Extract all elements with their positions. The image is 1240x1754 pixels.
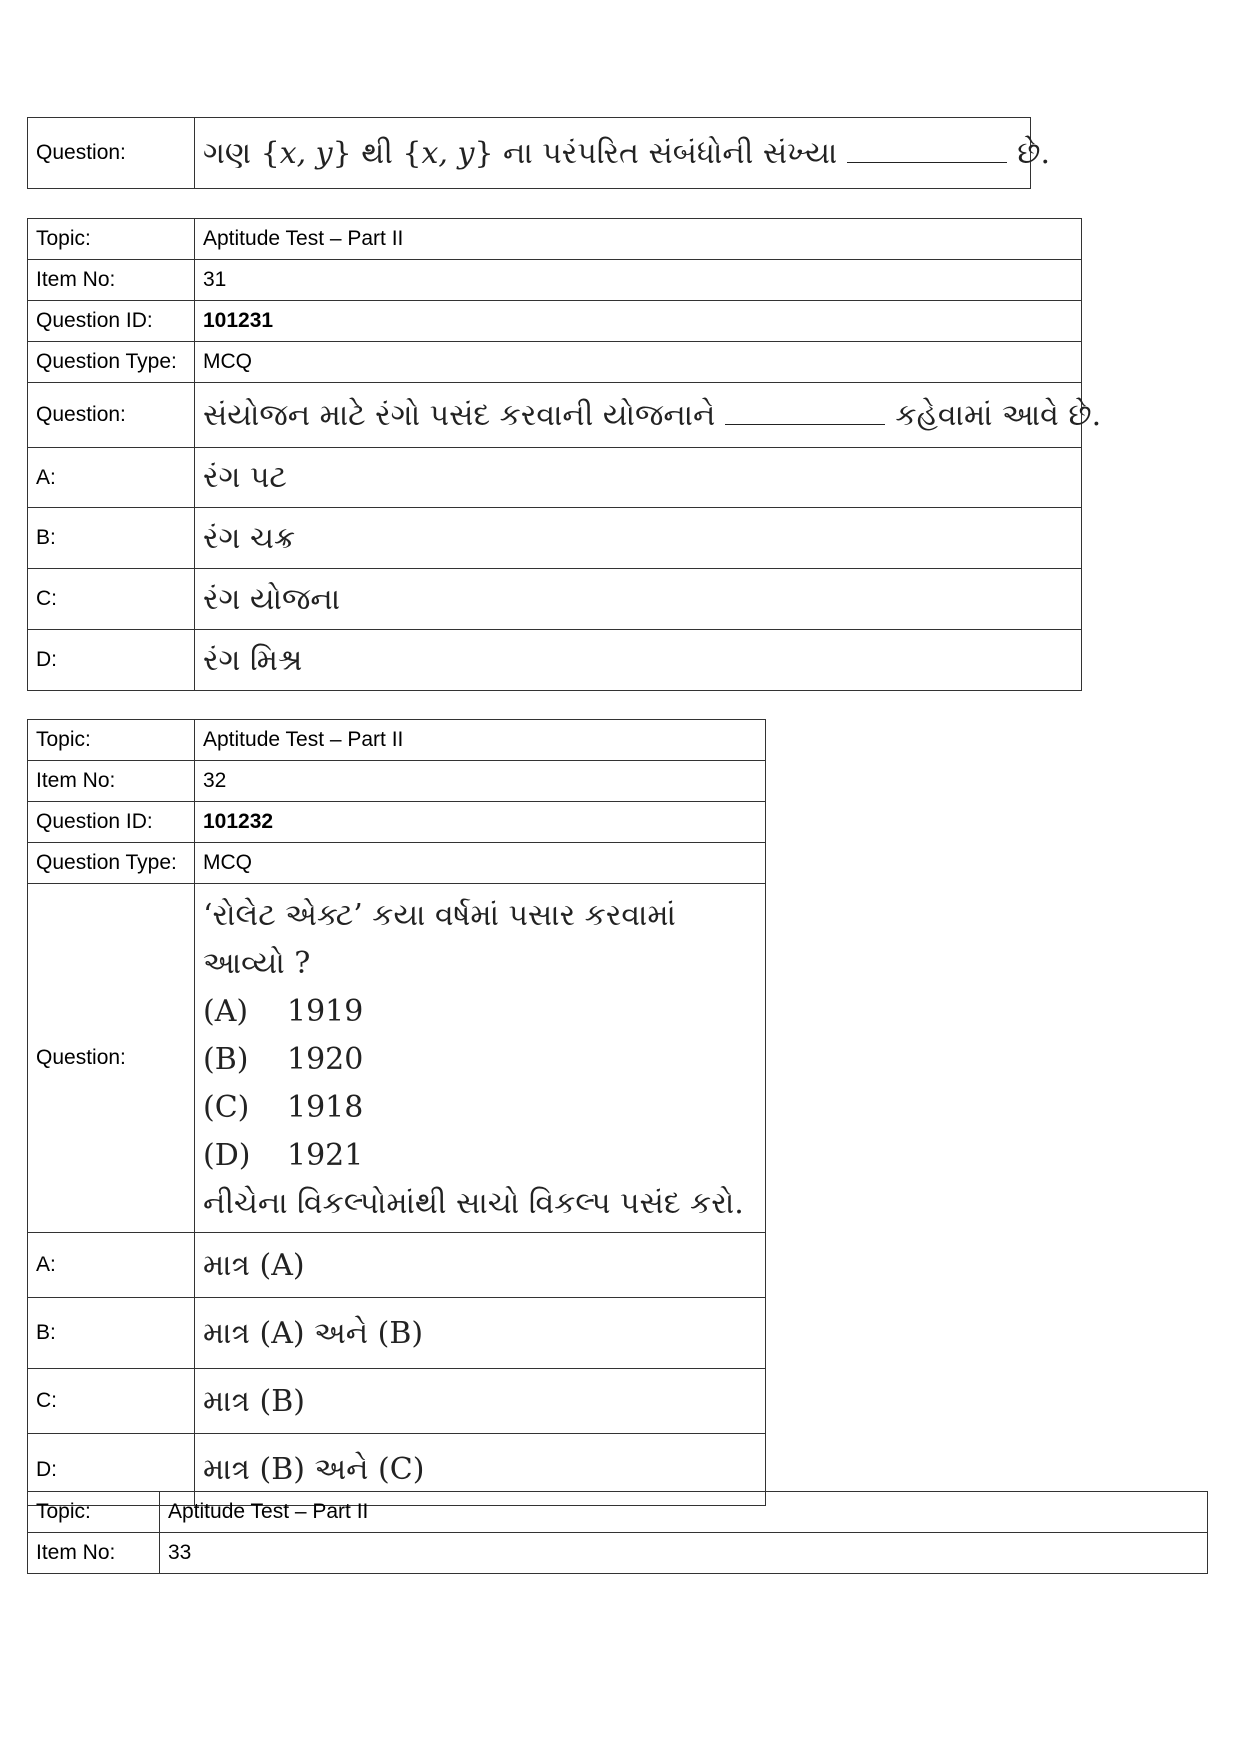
question-type-value: MCQ (195, 843, 766, 884)
option-c-text: રંગ યોજના (195, 569, 1082, 630)
question-type-label: Question Type: (28, 342, 195, 383)
item-no-value: 31 (195, 260, 1082, 301)
option-a-text: રંગ પટ (195, 448, 1082, 508)
topic-value: Aptitude Test – Part II (195, 720, 766, 761)
option-b-text: માત્ર (A) અને (B) (195, 1298, 766, 1369)
question-id-label: Question ID: (28, 301, 195, 342)
question-id-label: Question ID: (28, 802, 195, 843)
item-no-value: 32 (195, 761, 766, 802)
option-a-label: A: (28, 1233, 195, 1298)
answer-blank (725, 400, 885, 425)
item-no-label: Item No: (28, 260, 195, 301)
question-text (195, 884, 766, 1233)
item-no-label: Item No: (28, 1533, 160, 1574)
question-block-31 (27, 218, 1102, 691)
option-d-text: માત્ર (B) અને (C) (195, 1434, 766, 1506)
question-type-value: MCQ (195, 342, 1082, 383)
question-label: Question: (28, 383, 195, 448)
question-label: Question: (28, 884, 195, 1233)
sub-option-c: (C) 1918 (203, 1090, 364, 1125)
question-instruction: નીચેના વિકલ્પોમાંથી સાચો વિકલ્પ પસંદ કરો. (203, 1186, 744, 1221)
question-type-label: Question Type: (28, 843, 195, 884)
question-block-32 (27, 719, 766, 1506)
topic-label: Topic: (28, 720, 195, 761)
option-b-label: B: (28, 1298, 195, 1369)
answer-blank (847, 138, 1007, 163)
question-id-value: 101232 (195, 802, 766, 843)
option-b-text: રંગ ચક્ર (195, 508, 1082, 569)
option-b-label: B: (28, 508, 195, 569)
topic-value: Aptitude Test – Part II (160, 1492, 1208, 1533)
question-line: ‘રોલેટ એક્ટ’ કયા વર્ષમાં પસાર કરવામાં આવ્યો ? (203, 898, 676, 981)
topic-label: Topic: (28, 219, 195, 260)
item-no-label: Item No: (28, 761, 195, 802)
option-d-text: રંગ મિશ્ર (195, 630, 1082, 691)
question-block-0 (27, 117, 1050, 189)
option-d-label: D: (28, 1434, 195, 1506)
topic-label: Topic: (28, 1492, 160, 1533)
sub-option-a: (A) 1919 (203, 994, 364, 1029)
sub-option-b: (B) 1920 (203, 1042, 364, 1077)
option-a-text: માત્ર (A) (195, 1233, 766, 1298)
option-d-label: D: (28, 630, 195, 691)
item-no-value: 33 (160, 1533, 1208, 1574)
question-text: ગણ {x, y} થી {x, y} ના પરંપરિત સંબંધોની સંખ્યા છે. (195, 118, 1031, 189)
question-block-33 (27, 1491, 1208, 1574)
question-id-value: 101231 (195, 301, 1082, 342)
option-c-label: C: (28, 569, 195, 630)
sub-option-d: (D) 1921 (203, 1138, 364, 1173)
option-c-text: માત્ર (B) (195, 1369, 766, 1434)
question-label: Question: (28, 118, 195, 189)
option-a-label: A: (28, 448, 195, 508)
topic-value: Aptitude Test – Part II (195, 219, 1082, 260)
question-text: સંયોજન માટે રંગો પસંદ કરવાની યોજનાને કહેવામાં આવે છે. (195, 383, 1082, 448)
option-c-label: C: (28, 1369, 195, 1434)
